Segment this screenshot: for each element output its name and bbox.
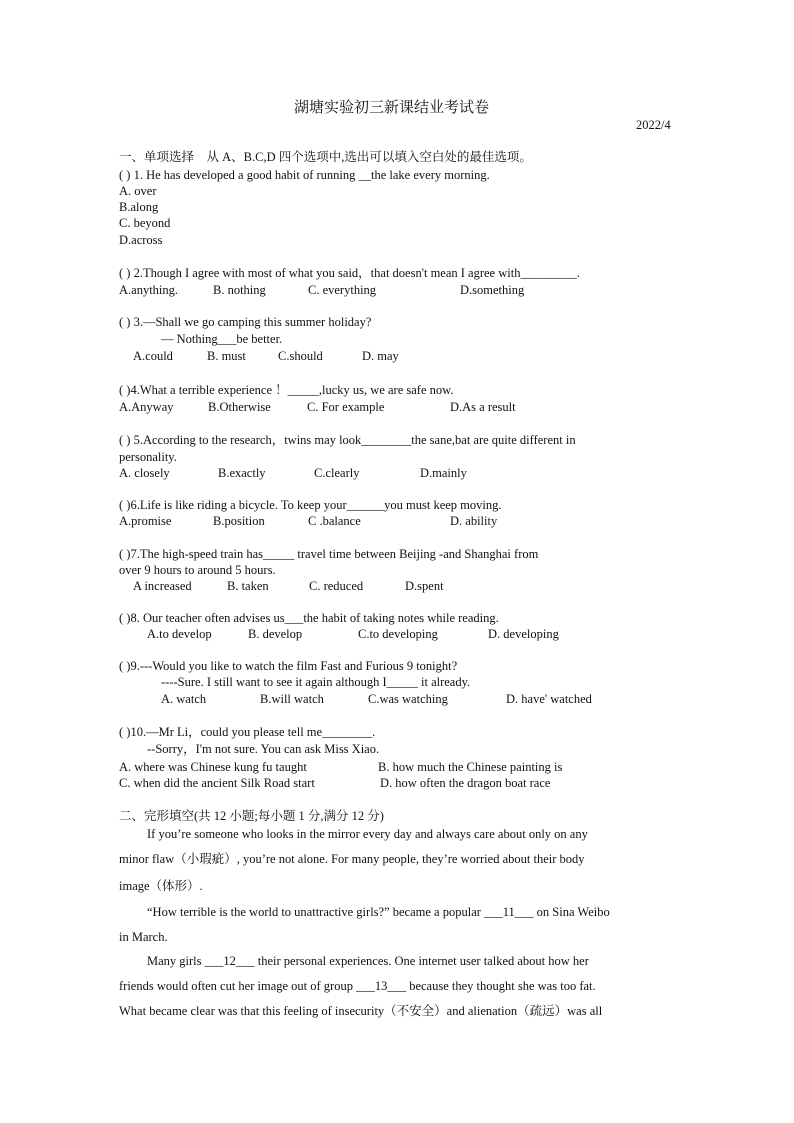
q3-option-a: A.could [133,349,173,363]
exam-title: 湖塘实验初三新课结业考试卷 [294,100,490,116]
q8-option-c: C.to developing [358,627,438,641]
q2-option-c: C. everything [308,283,377,297]
q5-option-d: D.mainly [420,466,467,480]
q5-option-a: A. closely [119,466,170,480]
q8-option-b: B. develop [248,627,303,641]
q10-option-a: A. where was Chinese kung fu taught [119,760,307,774]
q8-option-d: D. developing [488,627,559,641]
q10-stem: ( )10.—Mr Li，could you please tell me________. [119,725,376,739]
q1-stem: ( ) 1. He has developed a good habit of running __the lake every morning. [119,168,490,182]
q10-option-c: C. when did the ancient Silk Road start [119,776,315,790]
q6-option-d: D. ability [450,514,498,528]
q9-option-d: D. have' watched [506,692,592,706]
q9-stem: ( )9.---Would you like to watch the film Fast and Furious 9 tonight? [119,659,458,673]
q7-option-d: D.spent [405,579,444,593]
passage-line: minor flaw（小瑕疵）, you’re not alone. For many people, they’re worried about their body [119,852,585,866]
q3-option-d: D. may [362,349,399,363]
q9-option-b: B.will watch [260,692,324,706]
q2-option-a: A.anything. [119,283,179,297]
q4-option-a: A.Anyway [119,400,174,414]
q3-option-c: C.should [278,349,323,363]
q5-option-c: C.clearly [314,466,360,480]
q1-option-b: B.along [119,200,159,214]
passage-line: What became clear was that this feeling of insecurity（不安全）and alienation（疏远）was all [119,1004,603,1018]
q3-stem: ( ) 3.—Shall we go camping this summer holiday? [119,315,372,329]
q3-option-b: B. must [207,349,246,363]
q4-stem: ( )4.What a terrible experience ！_____,lucky us, we are safe now. [119,383,454,397]
q7-option-c: C. reduced [309,579,364,593]
passage-line: in March. [119,930,168,944]
q7-option-a: A increased [133,579,192,593]
q7-option-b: B. taken [227,579,269,593]
q1-option-a: A. over [119,184,157,198]
q8-option-a: A.to develop [147,627,212,641]
passage-line: Many girls ___12___ their personal experiences. One internet user talked about how her [147,954,589,968]
q7-stem: ( )7.The high-speed train has_____ travel time between Beijing -and Shanghai from [119,547,539,561]
q6-stem: ( )6.Life is like riding a bicycle. To keep your______you must keep moving. [119,498,502,512]
q4-option-c: C. For example [307,400,385,414]
q1-option-c: C. beyond [119,216,171,230]
q5-stem-cont: personality. [119,450,177,464]
q6-option-a: A.promise [119,514,172,528]
q3-stem-reply: — Nothing___be better. [161,332,283,346]
q6-option-b: B.position [213,514,265,528]
section2-heading: 二、完形填空(共 12 小题;每小题 1 分,满分 12 分) [119,809,384,823]
q10-stem-reply: --Sorry，I'm not sure. You can ask Miss Xiao. [147,742,380,756]
q5-stem: ( ) 5.According to the research，twins may look________the sane,bat are quite different in [119,433,576,447]
q8-stem: ( )8. Our teacher often advises us___the habit of taking notes while reading. [119,611,499,625]
q1-option-d: D.across [119,233,163,247]
q2-option-d: D.something [460,283,525,297]
passage-line: If you’re someone who looks in the mirror every day and always care about only on any [147,827,588,841]
q4-option-d: D.As a result [450,400,516,414]
q4-option-b: B.Otherwise [208,400,271,414]
q9-option-a: A. watch [161,692,207,706]
q9-stem-reply: ----Sure. I still want to see it again although I_____ it already. [161,675,471,689]
section1-heading: 一、单项选择 从 A、B.C,D 四个选项中,选出可以填入空白处的最佳选项。 [119,150,532,164]
passage-line: image（体形）. [119,879,203,893]
q6-option-c: C .balance [308,514,361,528]
q5-option-b: B.exactly [218,466,266,480]
exam-date: 2022/4 [636,118,671,132]
passage-line: friends would often cut her image out of group ___13___ because they thought she was too fat. [119,979,596,993]
q10-option-b: B. how much the Chinese painting is [378,760,563,774]
q2-option-b: B. nothing [213,283,266,297]
q2-stem: ( ) 2.Though I agree with most of what you said，that doesn't mean I agree with_________. [119,266,580,280]
passage-line: “How terrible is the world to unattractive girls?” became a popular ___11___ on Sina Weibo [147,905,610,919]
q7-stem-cont: over 9 hours to around 5 hours. [119,563,276,577]
q9-option-c: C.was watching [368,692,448,706]
q10-option-d: D. how often the dragon boat race [380,776,551,790]
